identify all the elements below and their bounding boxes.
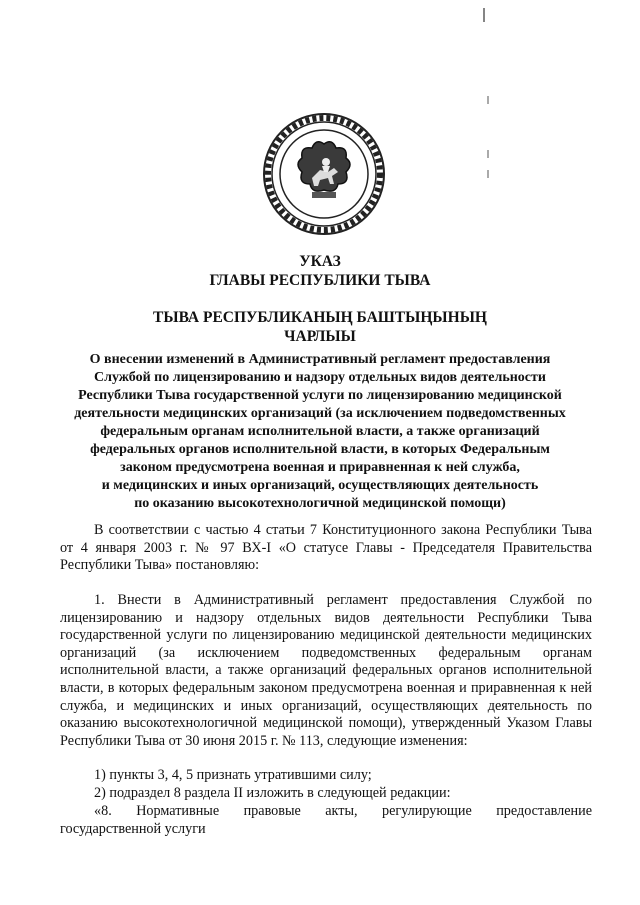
tyva-emblem-icon <box>262 112 386 236</box>
decree-title-ru-line1: УКАЗ <box>299 253 341 270</box>
scan-marks <box>480 0 500 200</box>
decree-title-tyv-line2: ЧАРЛЫЫ <box>284 328 356 345</box>
subject-line: деятельности медицинских организаций (за исключением подведомственных <box>74 406 566 421</box>
preamble-paragraph: В соответствии с частью 4 статьи 7 Конституционного закона Республики Тыва от 4 января 2003 г. № 97 ВХ-I «О статусе Главы - Председателя Правительства Республики Тыва» постановляю: <box>60 522 592 574</box>
subject-line: Республики Тыва государственной услуги по лицензированию медицинской <box>78 388 562 403</box>
quoted-section-heading: «8. Нормативные правовые акты, регулирующие предоставление государственной услуги <box>60 803 592 837</box>
item-1-paragraph: 1. Внести в Административный регламент предоставления Службой по лицензированию и надзору отдельных видов деятельности Республики Тыва государственной услуги по лицензированию медицинской деятельности медицинских организаций (за исключением подведомственных федеральным органам исполнительной власти, а также организаций федеральных органов исполнительной власти, в которых федеральным законом предусмотрена военная и приравненная к ней служба, и медицинских и иных организаций, осуществляющих деятельность по оказанию высокотехнологичной медицинской помощи), утвержденный Указом Главы Республики Тыва от 30 июня 2015 г. № 113, следующие изменения: <box>60 592 592 749</box>
decree-title-tyv-line1: ТЫВА РЕСПУБЛИКАНЫҢ БАШТЫҢЫНЫҢ <box>153 309 487 326</box>
subject-line: Службой по лицензированию и надзору отдельных видов деятельности <box>94 370 546 385</box>
subitem-1: 1) пункты 3, 4, 5 признать утратившими силу; <box>94 767 372 783</box>
decree-subject <box>40 351 600 513</box>
subject-line: федеральных органов исполнительной власти, в которых Федеральным <box>90 442 550 457</box>
decree-title-ru <box>40 252 600 290</box>
decree-title-tyv <box>40 308 600 346</box>
subitem-2: 2) подраздел 8 раздела II изложить в следующей редакции: <box>94 785 451 801</box>
subject-line: федеральным органам исполнительной власти, а также организаций <box>100 424 540 439</box>
decree-title-ru-line2: ГЛАВЫ РЕСПУБЛИКИ ТЫВА <box>209 272 431 289</box>
subject-line: по оказанию высокотехнологичной медицинской помощи) <box>134 496 506 511</box>
subject-line: О внесении изменений в Административный регламент предоставления <box>89 352 551 367</box>
subject-line: законом предусмотрена военная и приравненная к ней служба, <box>120 460 520 475</box>
subject-line: и медицинских и иных организаций, осуществляющих деятельность <box>101 478 539 493</box>
